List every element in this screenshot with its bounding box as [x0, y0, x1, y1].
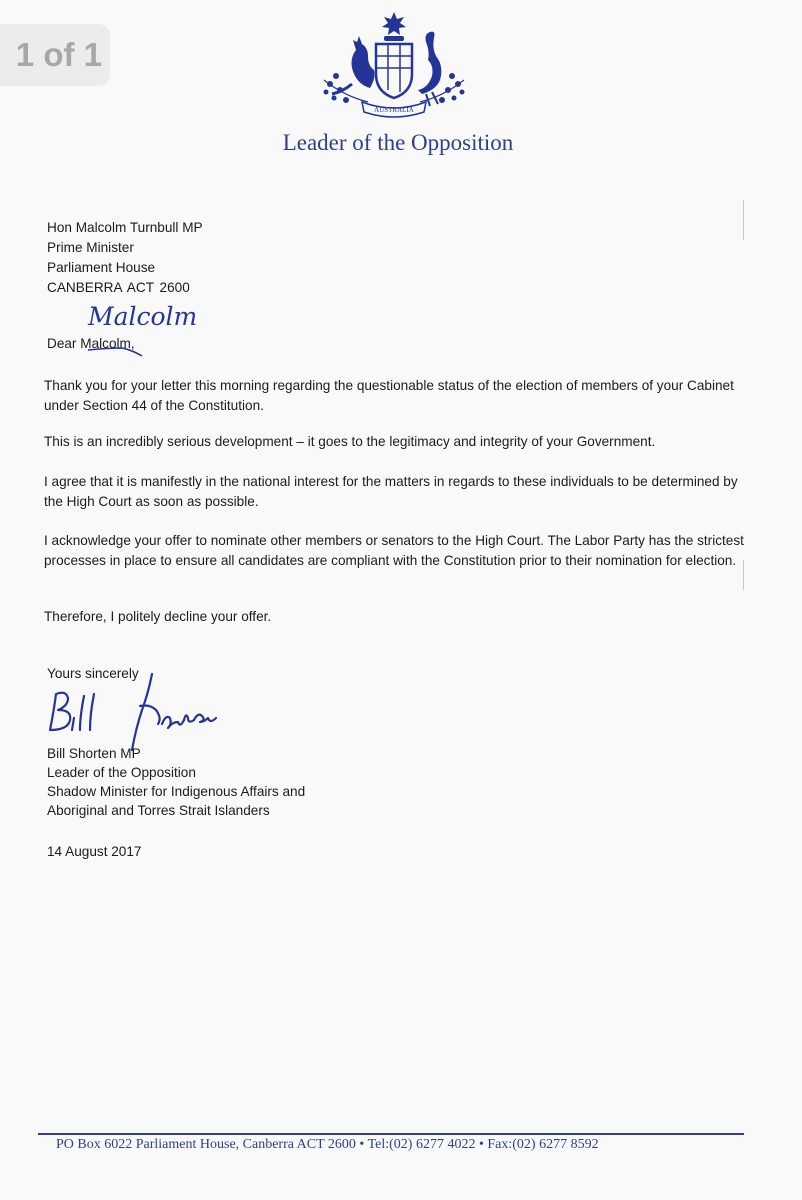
footer-rule — [38, 1133, 744, 1135]
recipient-title: Prime Minister — [47, 240, 134, 255]
crest-motto: AUSTRALIA — [374, 106, 414, 114]
body-paragraph-1: Thank you for your letter this morning regarding the questionable status of the election of members of your Cabinet under Section 44 of the Constitution. — [44, 378, 734, 413]
page-counter-badge: 1 of 1 — [0, 24, 110, 86]
recipient-address: Parliament House — [47, 260, 156, 275]
letter-date: 14 August 2017 — [47, 844, 142, 859]
signature-text: Bill Shorten — [40, 672, 47, 673]
signatory-portfolio-2: Aboriginal and Torres Strait Islanders — [47, 803, 270, 818]
footer-contact: PO Box 6022 Parliament House, Canberra ACT 2600 • Tel:(02) 6277 4022 • Fax:(02) 6277 8592 — [56, 1137, 599, 1152]
body-paragraph-2: This is an incredibly serious development – it goes to the legitimacy and integrity of your Government. — [44, 434, 656, 449]
signatory-name: Bill Shorten MP — [47, 746, 141, 761]
recipient-name: Hon Malcolm Turnbull MP — [47, 220, 203, 235]
recipient-city: CANBERRA ACT 2600 — [47, 280, 190, 295]
scan-edge-mark — [743, 560, 744, 590]
scan-edge-mark — [743, 200, 744, 240]
coat-of-arms-icon — [318, 10, 470, 122]
handwritten-signature — [40, 672, 240, 754]
signatory-portfolio-1: Shadow Minister for Indigenous Affairs and — [47, 784, 306, 799]
letterhead-title: Leader of the Opposition — [282, 130, 514, 155]
body-paragraph-3: I agree that it is manifestly in the national interest for the matters in regards to these individuals to be determined by the High Court as soon as possible. — [44, 474, 738, 509]
salutation-strike-mark — [86, 340, 146, 360]
body-paragraph-5: Therefore, I politely decline your offer. — [44, 609, 272, 624]
closing: Yours sincerely — [47, 666, 139, 681]
salutation: Dear Malcolm, — [47, 336, 135, 351]
handwritten-malcolm: Malcolm — [88, 302, 198, 331]
body-paragraph-4: I acknowledge your offer to nominate other members or senators to the High Court. The Labor Party has the strictest processes in place to ensure all candidates are compliant with the Constitution prior to their nomination for election. — [44, 533, 744, 568]
signatory-role: Leader of the Opposition — [47, 765, 196, 780]
